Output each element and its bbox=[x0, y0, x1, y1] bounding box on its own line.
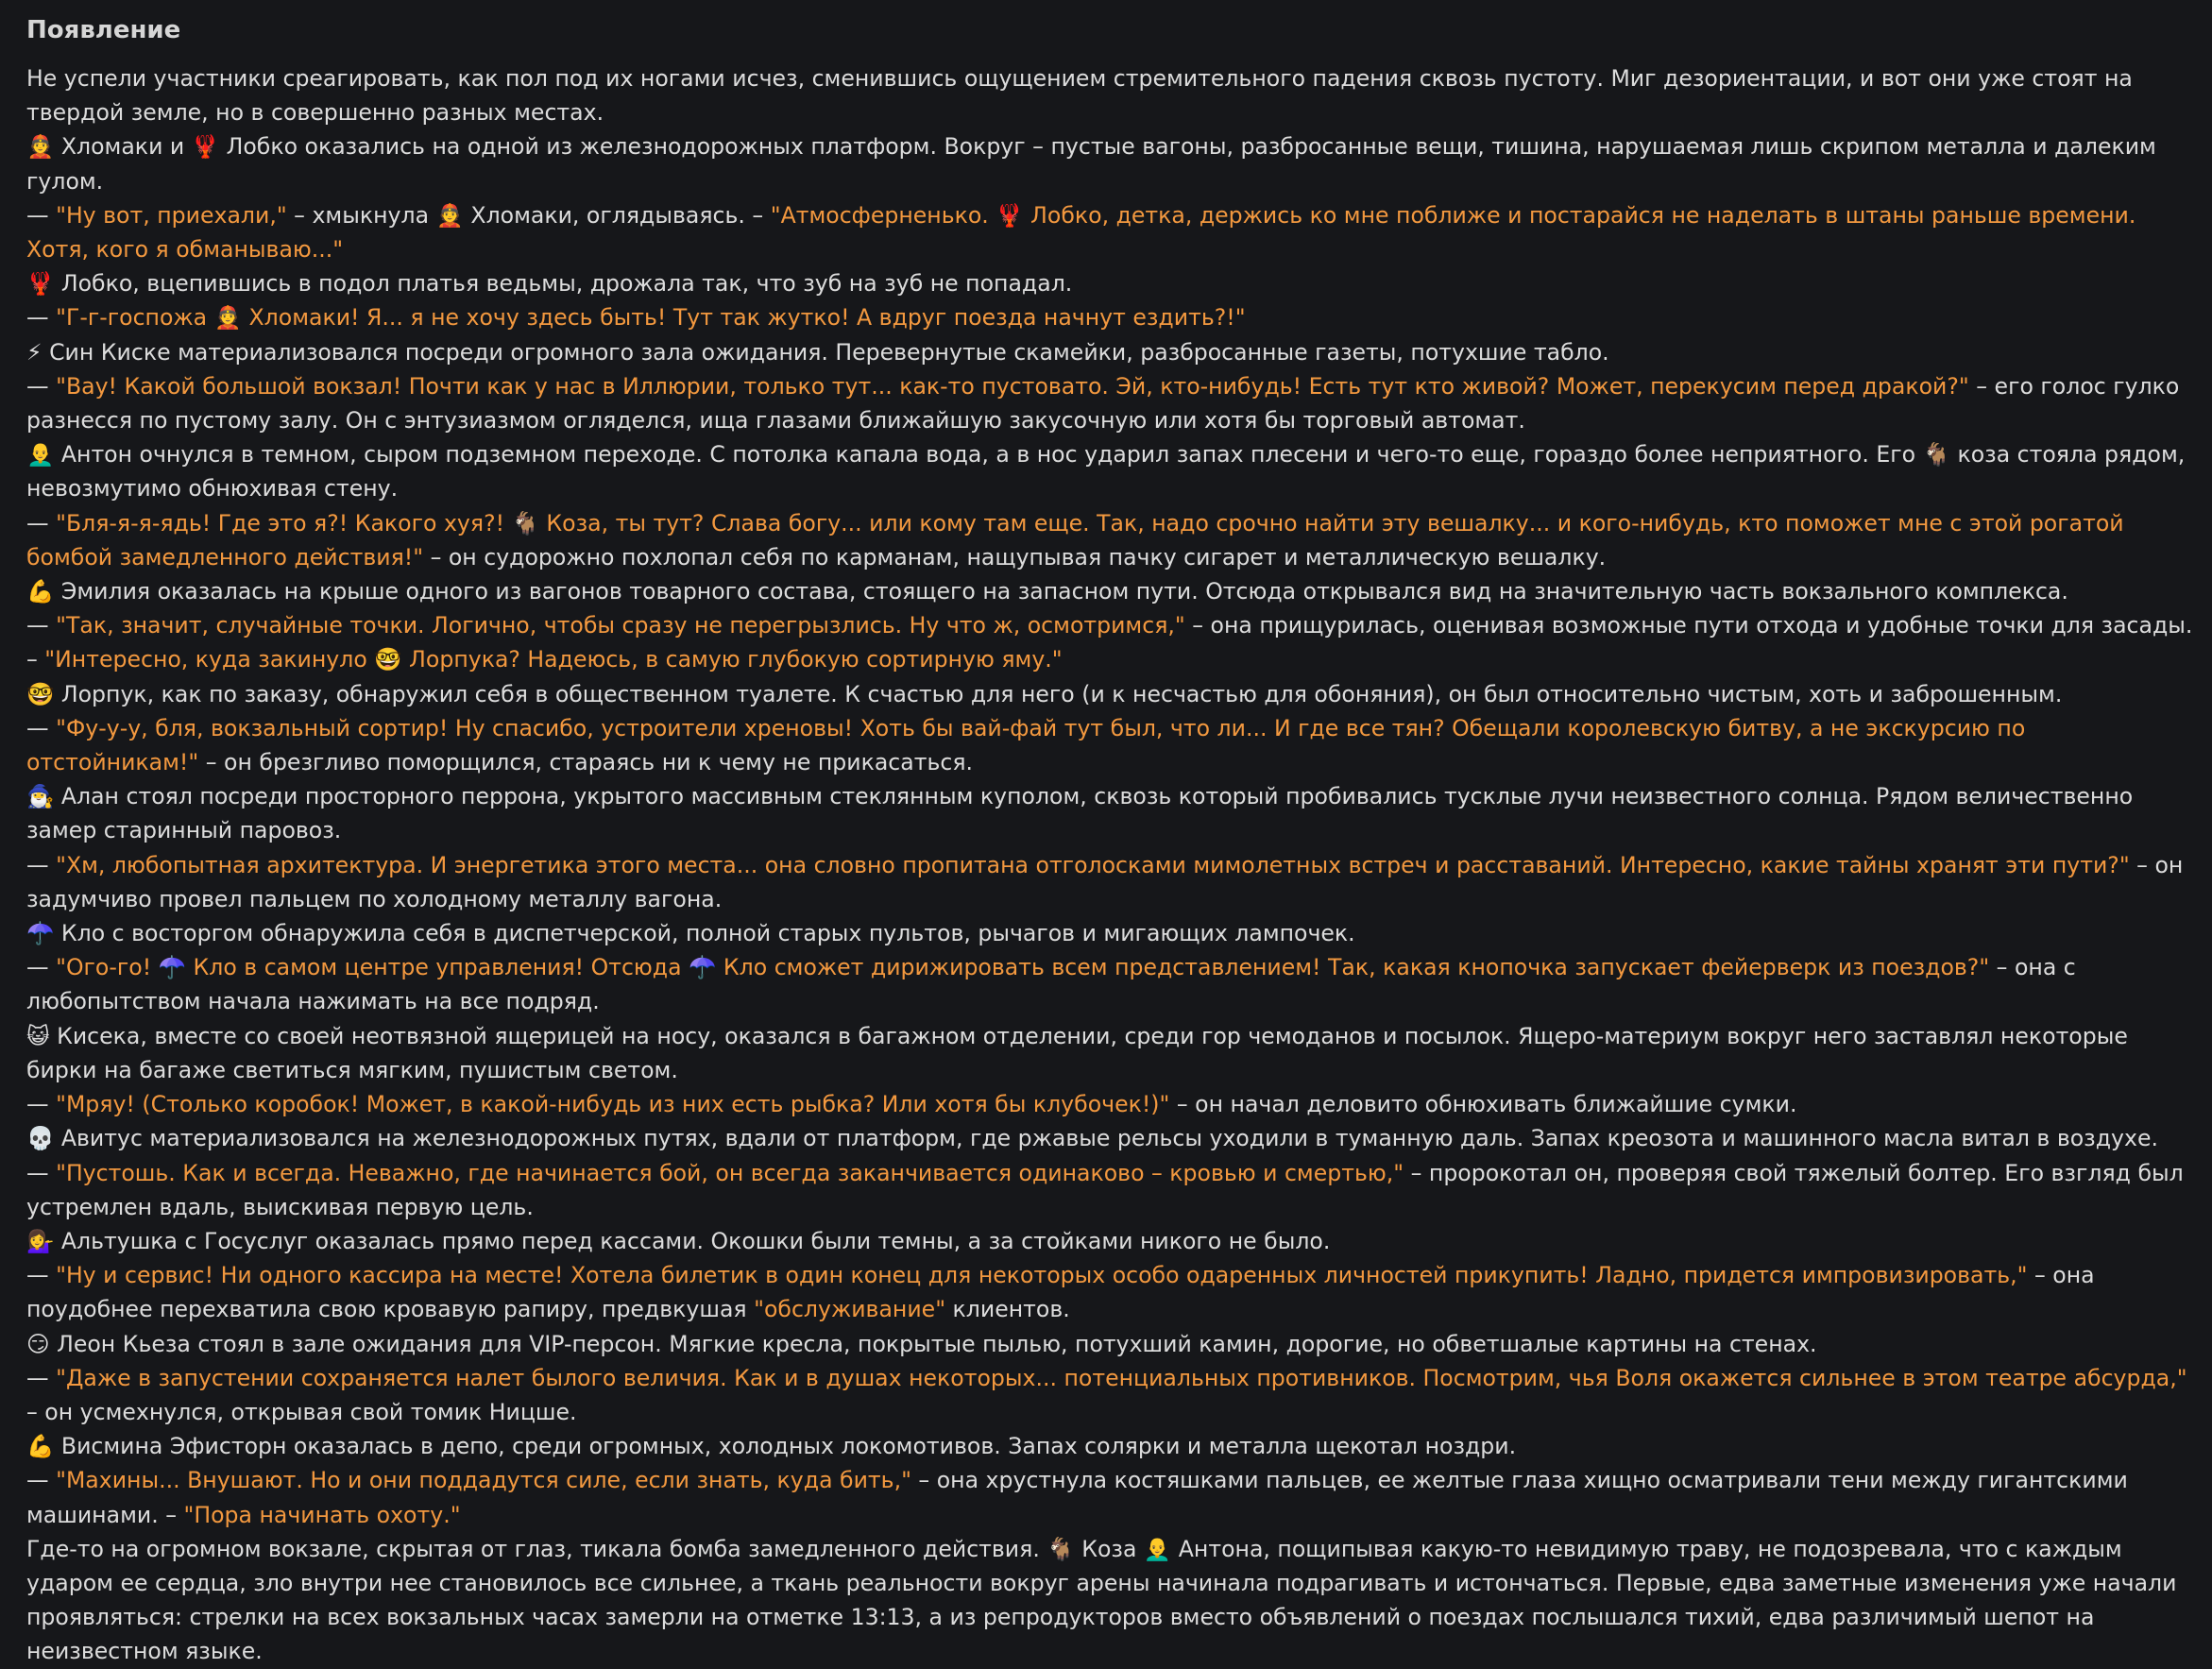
narration-text: — bbox=[26, 372, 57, 400]
dialogue-quote: "Хм, любопытная архитектура. И энергетика этого места... она словно пропитана отголосками мимолетных встреч и расставаний. Интересно, какие тайны хранят эти пути?" bbox=[56, 851, 2130, 878]
narration-text: 😏 Леон Кьеза стоял в зале ожидания для VIP-персон. Мягкие кресла, покрытые пылью, потухший камин, дорогие, но обветшалые картины на стенах. bbox=[26, 1330, 1817, 1357]
dialogue-quote: "Махины... Внушают. Но и они поддадутся силе, если знать, куда бить," bbox=[56, 1467, 911, 1494]
narration-text: – пророкотал он, проверяя свой тяжелый болтер. Его взгляд был устремлен вдаль, выискивая первую цель. bbox=[26, 1159, 2184, 1220]
narration-text: 💪 Эмилия оказалась на крыше одного из вагонов товарного состава, стоящего на запасном пути. Отсюда открывался вид на значительную часть вокзального комплекса. bbox=[26, 578, 2068, 605]
narration-text: — bbox=[26, 1364, 57, 1391]
story-paragraph bbox=[26, 1019, 2201, 1087]
narration-text: — bbox=[26, 201, 57, 229]
narration-text: – он задумчиво провел пальцем по холодному металлу вагона. bbox=[26, 851, 2184, 912]
narration-text: ⚡ Син Киске материализовался посреди огромного зала ожидания. Перевернутые скамейки, разбросанные газеты, потухшие табло. bbox=[26, 338, 1609, 366]
story-paragraph bbox=[26, 1087, 2201, 1121]
narration-text: – она с любопытством начала нажимать на все подряд. bbox=[26, 954, 2076, 1015]
narration-text: — bbox=[26, 1159, 57, 1186]
story-paragraph bbox=[26, 61, 2201, 129]
narration-text: ☂️ Кло с восторгом обнаружила себя в диспетчерской, полной старых пультов, рычагов и мигающих лампочек. bbox=[26, 920, 1355, 947]
dialogue-quote: "Фу-у-у, бля, вокзальный сортир! Ну спасибо, устроители хреновы! Хоть бы вай-фай тут был, что ли... И где все тян? Обещали королевскую битву, а не экскурсию по отстойникам!" bbox=[26, 714, 2026, 776]
story-paragraph bbox=[26, 574, 2201, 608]
story-paragraph bbox=[26, 266, 2201, 300]
dialogue-quote: "Даже в запустении сохраняется налет былого величия. Как и в душах некоторых... потенциальных противников. Посмотрим, чья Воля окажется сильнее в этом театре абсурда," bbox=[56, 1364, 2187, 1391]
dialogue-quote: "Г-г-госпожа 👲 Хломаки! Я... я не хочу здесь быть! Тут так жутко! А вдруг поезда начнут ездить?!" bbox=[56, 304, 1246, 332]
story-paragraph bbox=[26, 1258, 2201, 1326]
story-paragraph bbox=[26, 1361, 2201, 1429]
narration-text: Где-то на огромном вокзале, скрытая от глаз, тикала бомба замедленного действия. 🐐 Коза 👨‍🦲 Антона, пощипывая какую-то невидимую траву, не подозревала, что с каждым ударом ее сердца, зло внутри нее становилось все сильнее, а ткань реальности вокруг арены начинала подрагивать и истончаться. Первые, едва заметные изменения уже начали проявляться: стрелки на всех вокзальных часах замерли на отметке 13:13, а из репродукторов вместо объявлений о поездах послышался тихий, едва различимый шепот на неизвестном языке. bbox=[26, 1535, 2177, 1665]
story-paragraph bbox=[26, 1224, 2201, 1258]
narration-text: 💀 Авитус материализовался на железнодорожных путях, вдали от платформ, где ржавые рельсы уходили в туманную даль. Запах креозота и машинного масла витал в воздухе. bbox=[26, 1125, 2158, 1152]
narration-text: – она прищурилась, оценивая возможные пути отхода и удобные точки для засады. – bbox=[26, 612, 2193, 673]
dialogue-quote: "обслуживание" bbox=[754, 1296, 946, 1323]
dialogue-quote: "Мряу! (Столько коробок! Может, в какой-нибудь из них есть рыбка? Или хотя бы клубочек!)" bbox=[56, 1091, 1170, 1118]
story-paragraph bbox=[26, 129, 2201, 197]
story-paragraph bbox=[26, 779, 2201, 847]
dialogue-quote: "Так, значит, случайные точки. Логично, чтобы сразу не перегрызлись. Ну что ж, осмотримся," bbox=[56, 612, 1185, 639]
dialogue-quote: "Ого-го! ☂️ Кло в самом центре управления! Отсюда ☂️ Кло сможет дирижировать всем представлением! Так, какая кнопочка запускает фейерверк из поездов?" bbox=[56, 954, 1990, 981]
dialogue-quote: "Вау! Какой большой вокзал! Почти как у нас в Иллюрии, только тут... как-то пустовато. Эй, кто-нибудь! Есть тут кто живой? Может, перекусим перед дракой?" bbox=[56, 372, 1969, 400]
dialogue-quote: "Пустошь. Как и всегда. Неважно, где начинается бой, он всегда заканчивается одинаково – кровью и смертью," bbox=[56, 1159, 1404, 1186]
story-paragraph bbox=[26, 506, 2201, 574]
dialogue-quote: "Ну вот, приехали," bbox=[56, 201, 287, 229]
story-paragraph bbox=[26, 848, 2201, 916]
story-body bbox=[26, 61, 2201, 1669]
dialogue-quote: "Атмосферненько. 🦞 Лобко, детка, держись ко мне поближе и постарайся не наделать в штаны раньше времени. Хотя, кого я обманываю..." bbox=[26, 201, 2136, 264]
dialogue-quote: "Ну и сервис! Ни одного кассира на месте! Хотела билетик в один конец для некоторых особо одаренных личностей прикупить! Ладно, придется импровизировать," bbox=[56, 1262, 2028, 1289]
story-paragraph bbox=[26, 950, 2201, 1018]
narration-text: – он усмехнулся, открывая свой томик Ницше. bbox=[26, 1398, 577, 1425]
story-paragraph bbox=[26, 300, 2201, 334]
narration-text: — bbox=[26, 954, 57, 981]
story-paragraph bbox=[26, 1156, 2201, 1224]
story-paragraph bbox=[26, 335, 2201, 369]
narration-text: – хмыкнула 👲 Хломаки, оглядываясь. – bbox=[286, 201, 771, 229]
narration-text: 😺 Кисека, вместе со своей неотвязной ящерицей на носу, оказался в багажном отделении, среди гор чемоданов и посылок. Ящеро-материум вокруг него заставлял некоторые бирки на багаже светиться мягким, пушистым светом. bbox=[26, 1022, 2128, 1083]
narration-text: — bbox=[26, 1091, 57, 1118]
narration-text: — bbox=[26, 1467, 57, 1494]
narration-text: 🦞 Лобко, вцепившись в подол платья ведьмы, дрожала так, что зуб на зуб не попадал. bbox=[26, 270, 1073, 298]
story-paragraph bbox=[26, 1463, 2201, 1531]
narration-text: – он судорожно похлопал себя по карманам, нащупывая пачку сигарет и металлическую вешалку. bbox=[423, 543, 1607, 571]
story-paragraph bbox=[26, 711, 2201, 779]
story-paragraph bbox=[26, 916, 2201, 950]
narration-text: 👲 Хломаки и 🦞 Лобко оказались на одной из железнодорожных платформ. Вокруг – пустые вагоны, разбросанные вещи, тишина, нарушаемая лишь скрипом металла и далеким гулом. bbox=[26, 133, 2156, 195]
story-paragraph bbox=[26, 437, 2201, 505]
narration-text: 👨‍🦲 Антон очнулся в темном, сыром подземном переходе. С потолка капала вода, а в нос ударил запах плесени и чего-то еще, гораздо более неприятного. Его 🐐 коза стояла рядом, невозмутимо обнюхивая стену. bbox=[26, 441, 2186, 502]
story-paragraph bbox=[26, 677, 2201, 711]
story-paragraph bbox=[26, 1429, 2201, 1463]
story-paragraph bbox=[26, 608, 2201, 676]
dialogue-quote: "Бля-я-я-ядь! Где это я?! Какого хуя?! 🐐 Коза, ты тут? Слава богу... или кому там еще. Так, надо срочно найти эту вешалку... и кого-нибудь, кто поможет мне с этой рогатой бомбой замедленного действия!" bbox=[26, 509, 2124, 571]
narration-text: 🤓 Лорпук, как по заказу, обнаружил себя в общественном туалете. К счастью для него (и к несчастью для обоняния), он был относительно чистым, хоть и заброшенным. bbox=[26, 680, 2063, 707]
narration-text: – она хрустнула костяшками пальцев, ее желтые глаза хищно осматривали тени между гигантскими машинами. – bbox=[26, 1467, 2128, 1528]
dialogue-quote: "Интересно, куда закинуло 🤓 Лорпука? Надеюсь, в самую глубокую сортирную яму." bbox=[44, 646, 1063, 673]
story-paragraph bbox=[26, 1327, 2201, 1361]
narration-text: — bbox=[26, 714, 57, 741]
story-paragraph bbox=[26, 1121, 2201, 1155]
story-paragraph bbox=[26, 1532, 2201, 1669]
narration-text: — bbox=[26, 509, 57, 536]
dialogue-quote: "Пора начинать охоту." bbox=[183, 1501, 461, 1528]
story-paragraph bbox=[26, 198, 2201, 266]
narration-text: — bbox=[26, 304, 57, 332]
narration-text: 💁‍♀️ Альтушка с Госуслуг оказалась прямо перед кассами. Окошки были темны, а за стойками никого не было. bbox=[26, 1227, 1331, 1254]
story-paragraph bbox=[26, 369, 2201, 437]
narration-text: — bbox=[26, 612, 57, 639]
narration-text: — bbox=[26, 1262, 57, 1289]
narration-text: – он брезгливо поморщился, стараясь ни к чему не прикасаться. bbox=[198, 749, 974, 776]
narration-text: клиентов. bbox=[945, 1296, 1070, 1323]
page-title: Появление bbox=[26, 16, 181, 44]
narration-text: Не успели участники среагировать, как пол под их ногами исчез, сменившись ощущением стремительного падения сквозь пустоту. Миг дезориентации, и вот они уже стоят на твердой земле, но в совершенно разных местах. bbox=[26, 65, 2133, 127]
narration-text: – она поудобнее перехватила свою кровавую рапиру, предвкушая bbox=[26, 1262, 2095, 1323]
narration-text: – он начал деловито обнюхивать ближайшие сумки. bbox=[1169, 1091, 1797, 1118]
narration-text: – его голос гулко разнесся по пустому залу. Он с энтузиазмом огляделся, ища глазами ближайшую закусочную или хотя бы торговый автомат. bbox=[26, 372, 2180, 434]
narration-text: 💪 Висмина Эфисторн оказалась в депо, среди огромных, холодных локомотивов. Запах солярки и металла щекотал ноздри. bbox=[26, 1433, 1517, 1460]
narration-text: 🧙‍♂️ Алан стоял посреди просторного перрона, укрытого массивным стеклянным куполом, сквозь который пробивались тусклые лучи неизвестного солнца. Рядом величественно замер старинный паровоз. bbox=[26, 783, 2134, 844]
narration-text: — bbox=[26, 851, 57, 878]
